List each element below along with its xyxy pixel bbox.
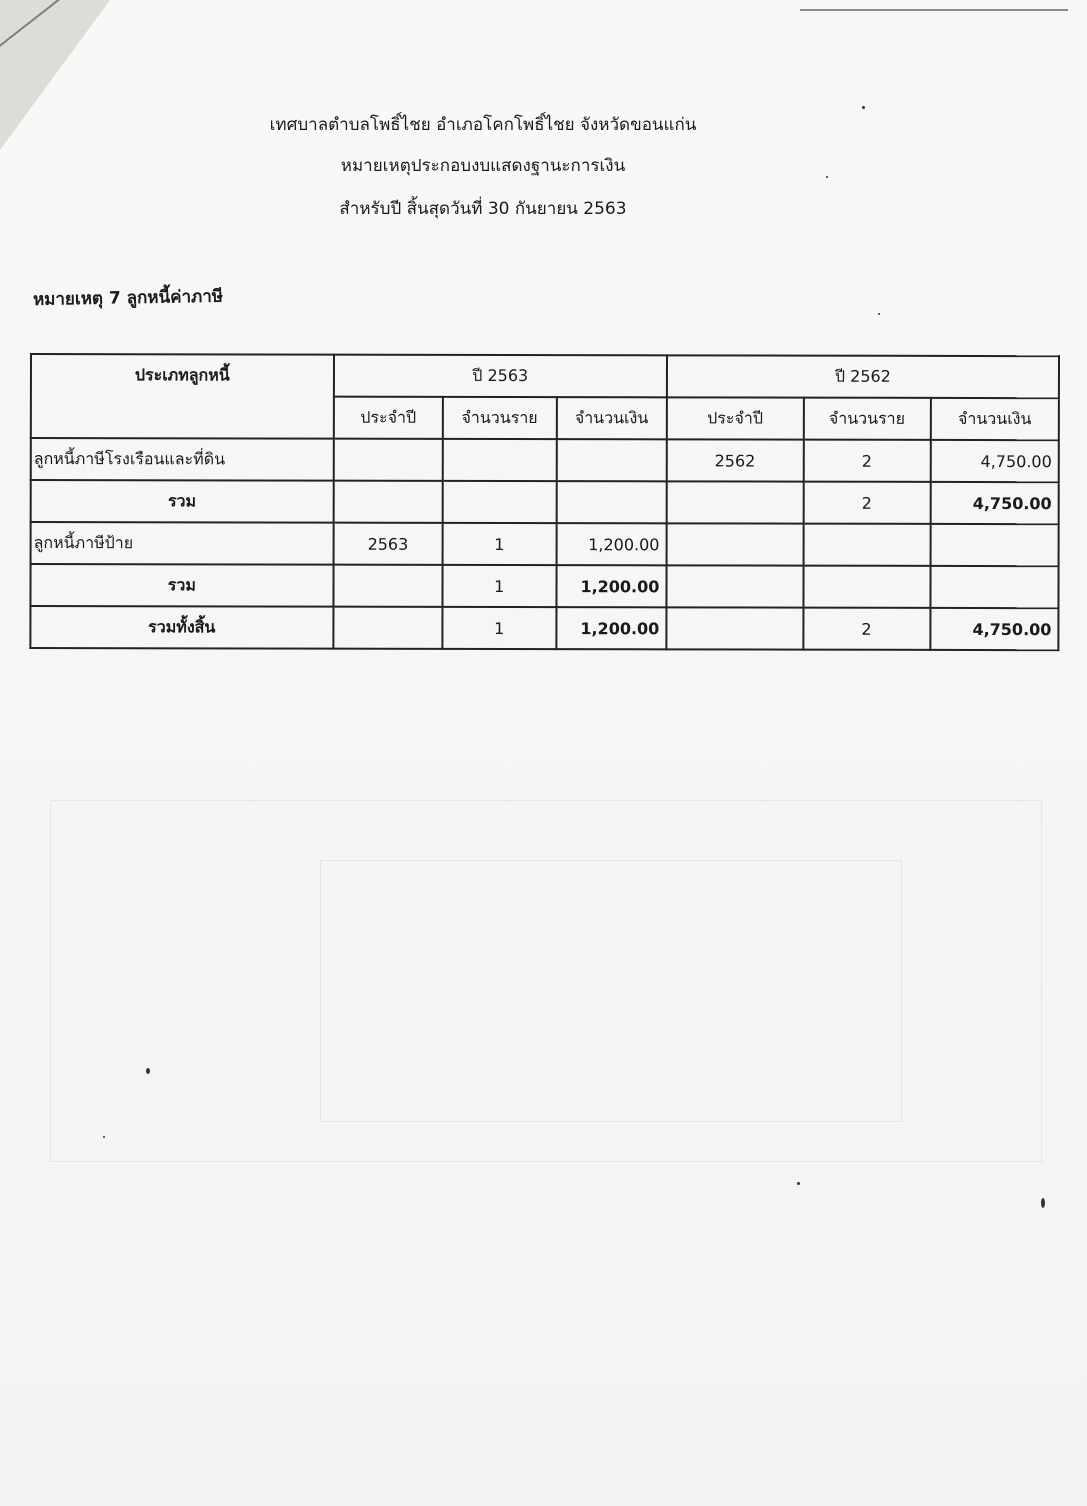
row-label: รวม: [30, 564, 333, 607]
cell-prior-count: 2: [803, 608, 930, 650]
scan-speck: [103, 1136, 105, 1138]
cell-prior-amount: 4,750.00: [930, 482, 1058, 524]
cell-prior-count: [803, 566, 930, 608]
cell-current-year: [333, 607, 442, 649]
cell-current-year: 2563: [333, 523, 442, 565]
cell-prior-amount: [930, 524, 1058, 566]
header-statement-title: หมายเหตุประกอบงบแสดงฐานะการเงิน: [340, 156, 626, 176]
tax-receivables-table: [29, 353, 1060, 651]
cell-prior-count: 2: [803, 482, 930, 524]
scan-speck: [878, 313, 880, 315]
bleed-through-shadow: [320, 860, 902, 1122]
cell-prior-year: [666, 523, 803, 565]
top-edge-line: [800, 9, 1068, 11]
subheader-current-count: จำนวนราย: [443, 397, 557, 439]
subheader-current-amount: จำนวนเงิน: [556, 397, 666, 439]
cell-prior-year: [667, 481, 804, 523]
scan-speck: [862, 106, 865, 109]
cell-prior-amount: 4,750.00: [930, 440, 1058, 482]
cell-current-count: 1: [443, 523, 557, 565]
cell-prior-count: 2: [803, 440, 930, 482]
scan-speck: [797, 1182, 800, 1185]
row-label: รวมทั้งสิ้น: [30, 606, 333, 649]
note-title: หมายเหตุ 7 ลูกหนี้ค่าภาษี: [32, 286, 224, 310]
table-row-subtotal: [31, 480, 1059, 524]
header-period: สำหรับปี สิ้นสุดวันที่ 30 กันยายน 2563: [339, 199, 627, 219]
table-row: [31, 522, 1059, 566]
cell-prior-year: [666, 565, 803, 607]
subheader-prior-year: ประจำปี: [667, 397, 804, 439]
cell-current-amount: 1,200.00: [556, 607, 666, 649]
scan-speck: [1041, 1198, 1045, 1208]
cell-prior-amount: [930, 566, 1058, 608]
table-row-grand-total: [30, 606, 1058, 650]
cell-prior-year: [666, 607, 803, 649]
cell-current-year: [333, 439, 442, 481]
table-row-subtotal: [30, 564, 1058, 608]
tax-receivables-table-wrapper: [29, 353, 1060, 651]
scan-speck: [146, 1068, 150, 1074]
row-label: ลูกหนี้ภาษีป้าย: [31, 522, 334, 565]
cell-current-count: [443, 481, 557, 523]
table-row: [31, 438, 1059, 482]
header-year-prior: ปี 2562: [667, 355, 1059, 398]
cell-current-year: [333, 565, 442, 607]
cell-current-count: 1: [442, 565, 556, 607]
cell-prior-year: 2562: [667, 439, 804, 481]
cell-current-amount: [556, 439, 666, 481]
header-debtor-type: ประเภทลูกหนี้: [31, 354, 334, 439]
cell-current-amount: [556, 481, 666, 523]
cell-current-count: [443, 439, 557, 481]
header-year-current: ปี 2563: [334, 355, 667, 398]
subheader-prior-amount: จำนวนเงิน: [931, 398, 1059, 440]
cell-current-amount: 1,200.00: [556, 565, 666, 607]
cell-prior-count: [803, 524, 930, 566]
cell-current-amount: 1,200.00: [556, 523, 666, 565]
cell-prior-amount: 4,750.00: [930, 608, 1058, 650]
subheader-prior-count: จำนวนราย: [803, 398, 930, 440]
cell-current-count: 1: [442, 607, 556, 649]
row-label: รวม: [31, 480, 334, 523]
header-organization: เทศบาลตำบลโพธิ์ไชย อำเภอโคกโพธิ์ไชย จังหวัดขอนแก่น: [269, 115, 697, 135]
cell-current-year: [333, 481, 442, 523]
scan-speck: [826, 176, 828, 178]
row-label: ลูกหนี้ภาษีโรงเรือนและที่ดิน: [31, 438, 334, 481]
subheader-current-year: ประจำปี: [334, 397, 443, 439]
